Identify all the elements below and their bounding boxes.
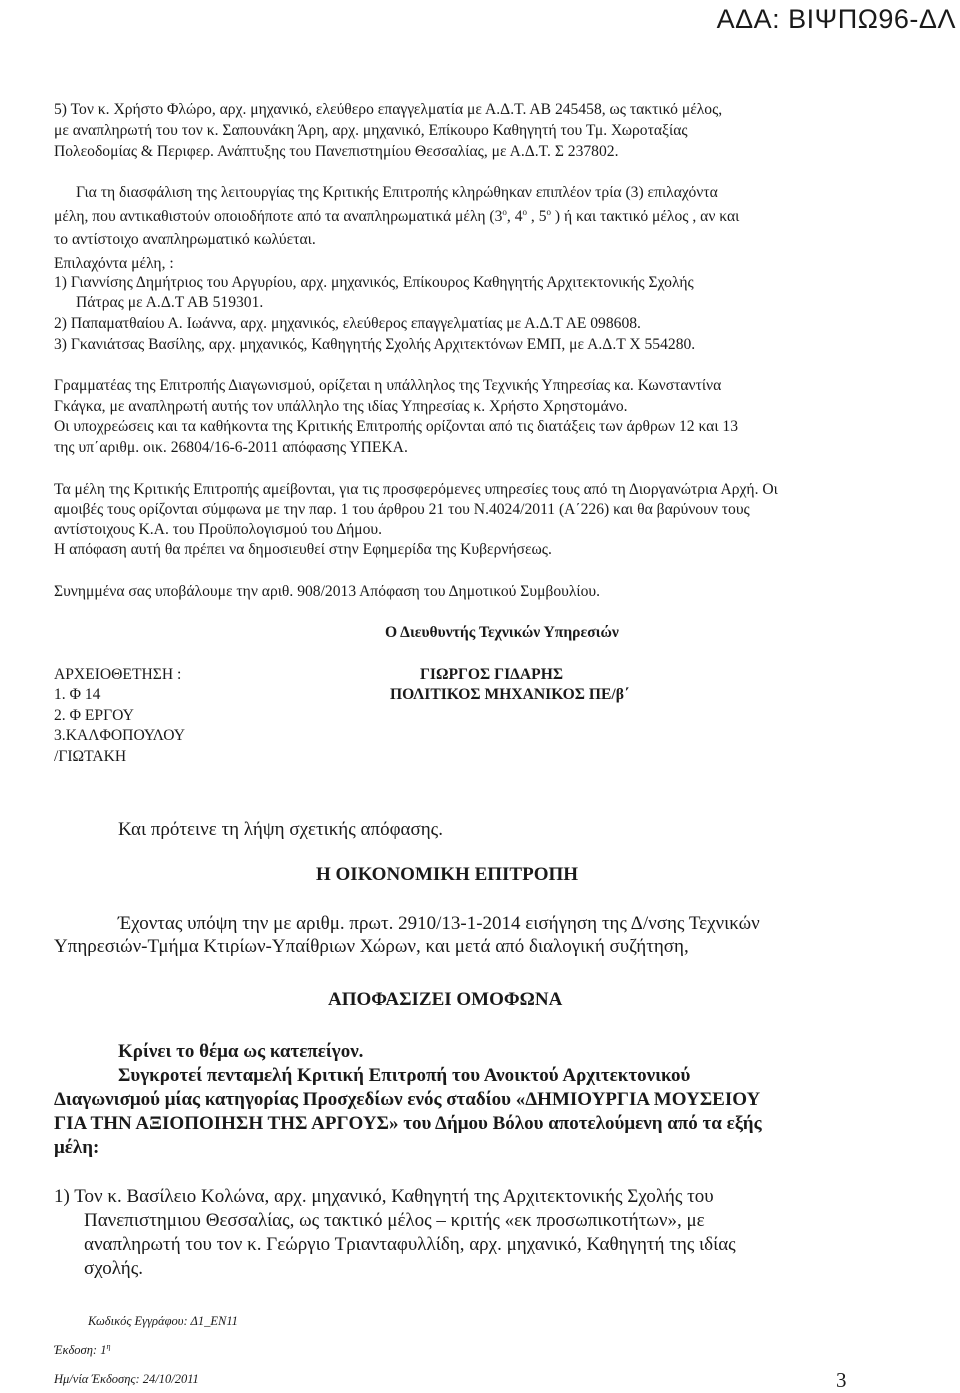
alternates-intro-line3: το αντίστοιχο αναπληρωματικό κωλύεται. [54, 231, 316, 248]
signatory-role: ΠΟΛΙΤΙΚΟΣ ΜΗΧΑΝΙΚΟΣ ΠΕ/β΄ [390, 686, 630, 703]
alt-line2-d: ) ή και τακτικό μέλος , αν και [551, 208, 740, 225]
alternate-member-1-line1: 1) Γιαννίσης Δημήτριος του Αργυρίου, αρχ. μηχανικός, Επίκουρος Καθηγητής Αρχιτεκτονικής Σχολής [54, 274, 694, 291]
alternate-member-3: 3) Γκανιάτσας Βασίλης, αρχ. μηχανικός, Καθηγητής Σχολής Αρχιτεκτόνων ΕΜΠ, με Α.Δ.Τ Χ 554280. [54, 336, 696, 353]
compensation-line3: αντίστοιχους Κ.Α. του Προϋπολογισμού του Δήμου. [54, 521, 383, 538]
alternate-member-1-line2: Πάτρας με Α.Δ.Τ ΑΒ 519301. [76, 294, 264, 311]
proposal-text: Και πρότεινε τη λήψη σχετικής απόφασης. [118, 819, 443, 840]
archive-item-4: /ΓΙΩΤΑΚΗ [54, 748, 127, 765]
compensation-line1: Τα μέλη της Κριτικής Επιτροπής αμείβονται, για τις προσφερόμενες υπηρεσίες τους από τη Διοργανώτρια Αρχή. Οι [54, 481, 778, 498]
archive-heading: ΑΡΧΕΙΟΘΕΤΗΣΗ : [54, 666, 182, 683]
forms-line2: Διαγωνισμού μίας κατηγορίας Προσχεδίων ενός σταδίου «ΔΗΜΙΟΥΡΓΙΑ ΜΟΥΣΕΙΟΥ [54, 1089, 761, 1110]
attached-note: Συνημμένα σας υποβάλουμε την αριθ. 908/2013 Απόφαση του Δημοτικού Συμβουλίου. [54, 583, 601, 600]
edition-text: Έκδοση: 1 [54, 1343, 107, 1357]
compensation-line4: Η απόφαση αυτή θα πρέπει να δημοσιευθεί στην Εφημερίδα της Κυβερνήσεως. [54, 541, 552, 558]
superscript-o: ο [502, 206, 507, 217]
considering-line2: Υπηρεσιών-Τμήμα Κτιρίων-Υπαίθριων Χώρων, και μετά από διαλογική συζήτηση, [54, 936, 689, 957]
decision-heading: ΑΠΟΦΑΣΙΖΕΙ ΟΜΟΦΩΝΑ [328, 989, 563, 1010]
footer-issue-date: Ημ/νία Έκδοσης: 24/10/2011 [54, 1372, 199, 1386]
alternate-member-2: 2) Παπαματθαίου Α. Ιωάννα, αρχ. μηχανικός, ελεύθερος επαγγελματίας με Α.Δ.Τ ΑΕ 098608. [54, 315, 641, 332]
superscript-o: ο [522, 206, 528, 217]
urgent-line: Κρίνει το θέμα ως κατεπείγον. [118, 1041, 364, 1062]
superscript-o: ο [546, 206, 552, 217]
item5-line1: 5) Τον κ. Χρήστο Φλώρο, αρχ. μηχανικό, ελεύθερο επαγγελματία με Α.Δ.Τ. ΑΒ 245458, ως τακτικό μέλος, [54, 101, 723, 118]
member1-line3: αναπληρωτή του τον κ. Γεώργιο Τριανταφυλλίδη, αρχ. μηχανικό, Καθηγητή της ιδίας [84, 1234, 736, 1255]
secretary-line2: Γκάγκα, με αναπληρωτή αυτής τον υπάλληλο της ιδίας Υπηρεσίας κ. Χρήστο Χρηστομάνο. [54, 398, 628, 415]
forms-line1: Συγκροτεί πενταμελή Κριτική Επιτροπή του Ανοικτού Αρχιτεκτονικού [118, 1065, 691, 1086]
forms-line3: ΓΙΑ ΤΗΝ ΑΞΙΟΠΟΙΗΣΗ ΤΗΣ ΑΡΓΟΥΣ» του Δήμου Βόλου αποτελούμενη από τα εξής [54, 1113, 762, 1134]
footer-edition [54, 1343, 110, 1358]
member1-line1: 1) Τον κ. Βασίλειο Κολώνα, αρχ. μηχανικό, Καθηγητή της Αρχιτεκτονικής Σχολής του [54, 1186, 714, 1207]
director-title: Ο Διευθυντής Τεχνικών Υπηρεσιών [385, 624, 619, 641]
obligations-line2: της υπ΄αριθμ. οικ. 26804/16-6-2011 απόφασης ΥΠΕΚΑ. [54, 439, 408, 456]
archive-item-1: 1. Φ 14 [54, 686, 101, 703]
forms-line4: μέλη: [54, 1137, 100, 1158]
alt-line2-a: μέλη, που αντικαθιστούν οποιοδήποτε από τα αναπληρωματικά μέλη (3 [54, 208, 503, 225]
footer-doc-code: Κωδικός Εγγράφου: Δ1_ΕΝ11 [88, 1314, 238, 1328]
signatory-name: ΓΙΩΡΓΟΣ ΓΙΔΑΡΗΣ [420, 666, 564, 683]
alt-line2-b: , 4 [506, 208, 523, 225]
ada-code: ΑΔΑ: ΒΙΨΠΩ96-ΔΛ [716, 4, 956, 34]
archive-item-3: 3.ΚΑΛΦΟΠΟΥΛΟΥ [54, 727, 186, 744]
obligations-line1: Οι υποχρεώσεις και τα καθήκοντα της Κριτικής Επιτροπής ορίζονται από τις διατάξεις των άρθρων 12 και 13 [54, 418, 739, 435]
item5-line2: με αναπληρωτή του τον κ. Σαπουνάκη Άρη, αρχ. μηχανικό, Επίκουρο Καθηγητή του Τμ. Χωροταξίας [54, 122, 688, 139]
secretary-line1: Γραμματέας της Επιτροπής Διαγωνισμού, ορίζεται η υπάλληλος της Τεχνικής Υπηρεσίας κα. Κωνσταντίνα [54, 377, 722, 394]
committee-title: Η ΟΙΚΟΝΟΜΙΚΗ ΕΠΙΤΡΟΠΗ [316, 864, 579, 885]
considering-line1: Έχοντας υπόψη την με αριθμ. πρωτ. 2910/13-1-2014 εισήγηση της Δ/νσης Τεχνικών [118, 913, 760, 934]
alternates-intro-line2 [54, 207, 739, 228]
alternates-intro-line1: Για τη διασφάλιση της λειτουργίας της Κριτικής Επιτροπής κληρώθηκαν επιπλέον τρία (3) επιλαχόντα [76, 184, 718, 201]
archive-item-2: 2. Φ ΕΡΓΟΥ [54, 707, 134, 724]
page-number: 3 [836, 1368, 847, 1392]
alt-line2-c: , 5 [527, 208, 547, 225]
item5-line3: Πολεοδομίας & Περιφερ. Ανάπτυξης του Πανεπιστημίου Θεσσαλίας, με Α.Δ.Τ. Σ 237802. [54, 143, 619, 160]
alternates-heading: Επιλαχόντα μέλη, : [54, 255, 174, 272]
member1-line4: σχολής. [84, 1258, 144, 1279]
member1-line2: Πανεπιστημιου Θεσσαλίας, ως τακτικό μέλος – κριτής «εκ προσωπικοτήτων», με [84, 1210, 705, 1231]
compensation-line2: αμοιβές τους ορίζονται σύμφωνα με την παρ. 1 του άρθρου 21 του Ν.4024/2011 (Α΄226) και θα βαρύνουν τους [54, 501, 750, 518]
edition-superscript: η [106, 1341, 111, 1351]
